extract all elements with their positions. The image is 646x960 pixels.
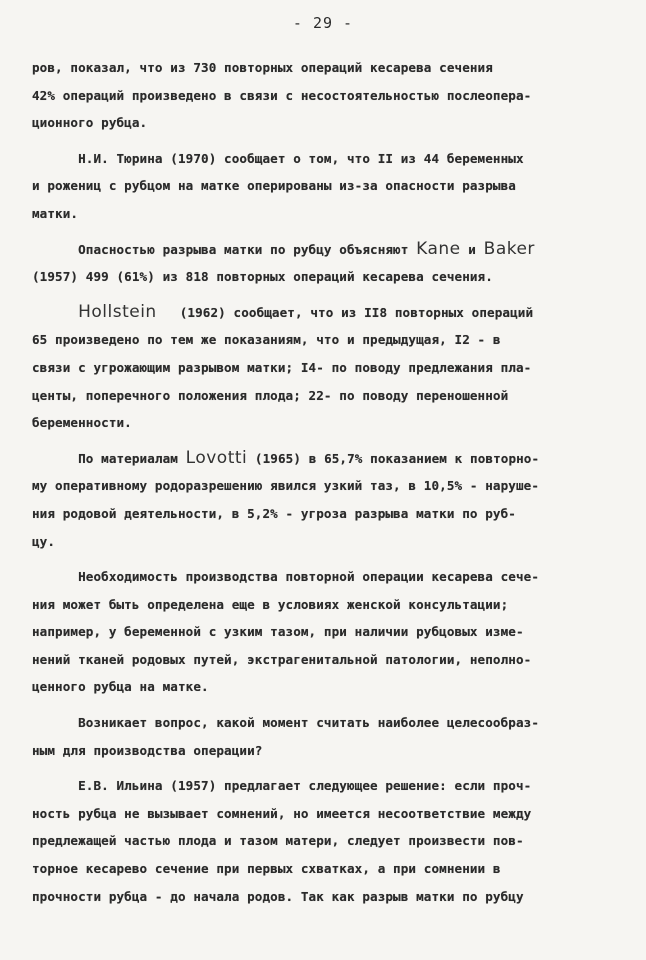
line-text-post: прочности рубца - до начала родов. Так как разрыв матки по рубцу [32, 888, 524, 904]
line-text-post: беременности. [32, 415, 132, 431]
text-line [32, 800, 614, 828]
line-text-post: ность рубца не вызывает сомнений, но имеется несоответствие между [32, 805, 532, 821]
line-text-post: связи с угрожающим разрывом матки; I4- по поводу предлежания пла- [32, 359, 532, 375]
paragraph-gap [32, 437, 614, 445]
text-line [32, 500, 614, 528]
line-text-pre: Опасностью разрыва матки по рубцу объясняют [32, 241, 417, 257]
text-line [32, 528, 614, 556]
paragraph-gap [32, 701, 614, 709]
text-line [32, 409, 614, 437]
paragraph-gap [32, 555, 614, 563]
text-line [32, 200, 614, 228]
text-line [32, 563, 614, 591]
text-line [32, 472, 614, 500]
line-text-post: цу. [32, 533, 56, 549]
text-line [32, 646, 614, 674]
text-line [32, 326, 614, 354]
paragraph-gap [32, 228, 614, 236]
text-line [32, 109, 614, 137]
line-text-post: центы, поперечного положения плода; 22- по поводу переношенной [32, 387, 509, 403]
line-text-post: и рожениц с рубцом на матке оперированы из-за опасности разрыва [32, 178, 516, 194]
text-line [32, 236, 614, 264]
line-text-pre: По материалам [32, 450, 186, 466]
line-text-post: (1957) 499 (61%) из 818 повторных операций кесарева сечения. [32, 269, 493, 285]
text-line [32, 709, 614, 737]
text-line [32, 883, 614, 911]
line-text-post: например, у беременной с узким тазом, при наличии рубцовых изме- [32, 624, 524, 640]
handwritten-name: Lovotti [185, 447, 248, 468]
paragraph-gap [32, 764, 614, 772]
line-text-post: ния может быть определена еще в условиях женской консультации; [32, 596, 509, 612]
line-text-post: ров, показал, что из 730 повторных операций кесарева сечения [32, 60, 493, 75]
text-line [32, 382, 614, 410]
document-body [32, 54, 614, 910]
page-number: - 29 - [292, 14, 354, 32]
line-text-post: ния родовой деятельности, в 5,2% - угроза разрыва матки по руб- [32, 505, 516, 521]
handwritten-name: Kane [416, 238, 461, 259]
line-text-post: и [460, 241, 484, 257]
line-text-post: му оперативному родоразрешению явился узкий таз, в 10,5% - наруше- [32, 478, 540, 494]
line-text-post: матки. [32, 205, 79, 221]
text-line [32, 737, 614, 765]
text-line [32, 618, 614, 646]
paragraph-gap [32, 291, 614, 299]
text-line [32, 772, 614, 800]
line-text-post: торное кесарево сечение при первых схватках, а при сомнении в [32, 861, 501, 877]
text-line [32, 263, 614, 291]
text-line [32, 445, 614, 473]
line-text-post: нений тканей родовых путей, экстрагенитальной патологии, неполно- [32, 651, 532, 667]
text-line [32, 82, 614, 110]
line-text-pre [32, 305, 78, 320]
text-line [32, 354, 614, 382]
line-text-post: (1965) в 65,7% показанием к повторно- [247, 450, 540, 466]
handwritten-name: Hollstein [78, 301, 157, 322]
paragraph-gap [32, 137, 614, 145]
line-text-post: ценного рубца на матке. [32, 679, 209, 695]
text-line [32, 673, 614, 701]
handwritten-name-baker: Baker [483, 238, 535, 259]
line-text-post: (1962) сообщает, что из II8 повторных операций [156, 304, 534, 320]
line-text-pre: Е.В. Ильина (1957) предлагает следующее решение: если проч- [32, 778, 532, 794]
line-text-pre: Н.И. Тюрина (1970) сообщает о том, что II из 44 беременных [32, 150, 524, 166]
text-line [32, 299, 614, 327]
text-line [32, 827, 614, 855]
line-text-post: ционного рубца. [32, 115, 148, 131]
line-text-pre: Необходимость производства повторной операции кесарева сече- [32, 569, 540, 585]
line-text-post: 65 произведено по тем же показаниям, что и предыдущая, I2 - в [32, 332, 501, 348]
text-line [32, 54, 614, 82]
text-line [32, 855, 614, 883]
line-text-pre: Возникает вопрос, какой момент считать наиболее целесообраз- [32, 715, 540, 731]
text-line [32, 591, 614, 619]
text-line [32, 145, 614, 173]
line-text-post: 42% операций произведено в связи с несостоятельностью послеопера- [32, 87, 532, 103]
line-text-post: предлежащей частью плода и тазом матери, следует произвести пов- [32, 833, 524, 849]
text-line [32, 172, 614, 200]
line-text-post: ным для производства операции? [32, 742, 263, 758]
